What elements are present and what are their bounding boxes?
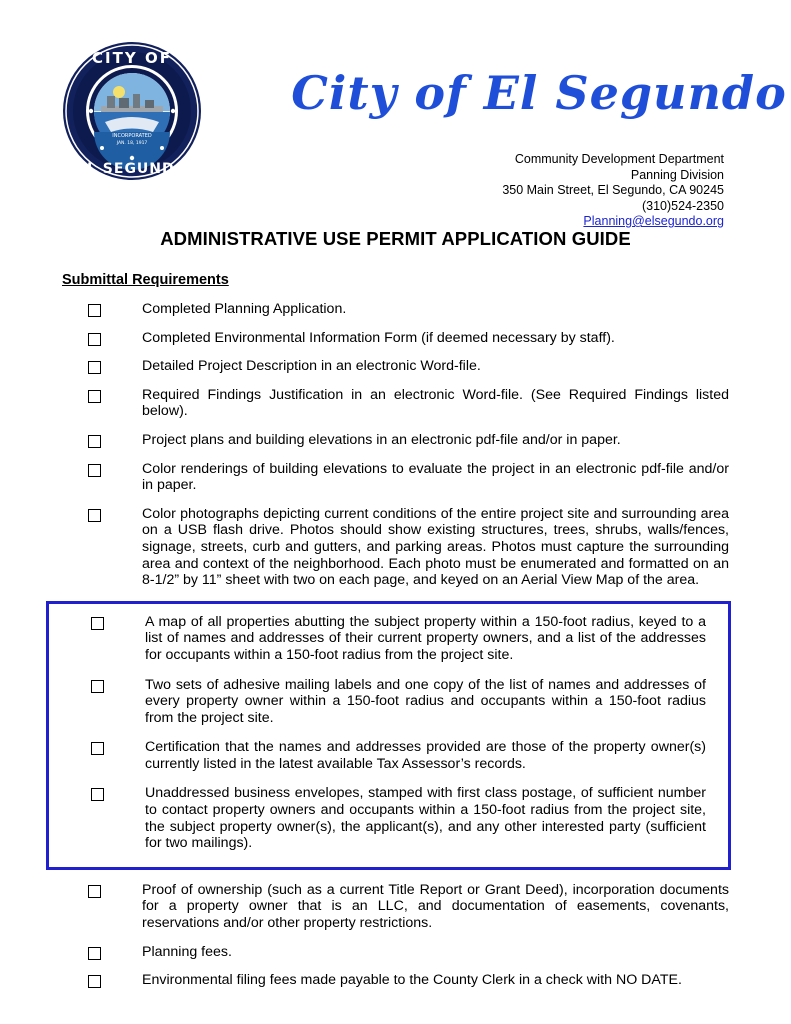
list-item-label: A map of all properties abutting the subject property within a 150-foot radius, keyed to a list of names and addresses of their current property owners, and a list of the addresses for occupants within a 150-foot radius from the project site.	[145, 613, 706, 663]
checkbox-icon[interactable]	[88, 304, 101, 317]
list-item-label: Completed Environmental Information Form (if deemed necessary by staff).	[142, 329, 615, 346]
checkbox-icon[interactable]	[88, 509, 101, 522]
list-item-label: Color renderings of building elevations to evaluate the project in an electronic pdf-file and/or in paper.	[142, 460, 729, 494]
list-item-label: Planning fees.	[142, 943, 232, 960]
list-item[interactable]	[44, 432, 747, 449]
list-item[interactable]	[44, 358, 747, 375]
list-item[interactable]	[49, 677, 728, 727]
city-title: City of El Segundo	[291, 66, 787, 120]
list-item-label: Color photographs depicting current conditions of the entire project site and surrounding area on a USB flash drive. Photos should show existing structures, trees, shrubs, walls/fences, signage, streets, curb and gutters, and parking areas. Photos must capture the surrounding area and context of the neighborhood. Each photo must be enumerated and formatted on an 8-1/2” by 11” sheet with two on each page, and keyed on an Aerial View Map of the area.	[142, 505, 729, 589]
checkbox-icon[interactable]	[88, 333, 101, 346]
checklist-before-box	[44, 301, 747, 589]
checkbox-icon[interactable]	[91, 788, 104, 801]
section-heading: Submittal Requirements	[62, 272, 229, 288]
list-item[interactable]	[44, 461, 747, 494]
list-item[interactable]	[44, 506, 747, 589]
division-name: Panning Division	[630, 167, 724, 182]
checkbox-icon[interactable]	[88, 435, 101, 448]
checkbox-icon[interactable]	[88, 361, 101, 374]
checkbox-icon[interactable]	[91, 742, 104, 755]
checkbox-icon[interactable]	[88, 390, 101, 403]
checkbox-icon[interactable]	[88, 947, 101, 960]
page-title: ADMINISTRATIVE USE PERMIT APPLICATION GUIDE	[160, 228, 631, 249]
seal-bottom-text: EL SEGUNDO	[76, 161, 188, 177]
list-item[interactable]	[49, 785, 728, 851]
list-item[interactable]	[44, 882, 747, 932]
list-item-label: Required Findings Justification in an electronic Word-file. (See Required Findings listed below).	[142, 386, 729, 420]
checkbox-icon[interactable]	[91, 617, 104, 630]
seal-top-text: CITY OF	[92, 49, 172, 67]
list-item[interactable]	[49, 614, 728, 664]
checkbox-icon[interactable]	[88, 885, 101, 898]
list-item-label: Unaddressed business envelopes, stamped with first class postage, of sufficient number to contact property owners and occupants within a 150-foot radius from the project site, the subject property owner(s), the applicant(s), and any other interested party (sufficient for two mailings).	[145, 785, 706, 852]
list-item-label: Environmental filing fees made payable to the County Clerk in a check with NO DATE.	[142, 972, 682, 989]
list-item[interactable]	[44, 330, 747, 347]
checkbox-icon[interactable]	[91, 680, 104, 693]
checkbox-icon[interactable]	[88, 464, 101, 477]
department-address-block	[502, 152, 724, 230]
list-item[interactable]	[44, 944, 747, 961]
phone-number: (310)524-2350	[641, 198, 724, 213]
city-seal-icon	[61, 40, 203, 182]
list-item[interactable]	[49, 739, 728, 772]
list-item-label: Two sets of adhesive mailing labels and one copy of the list of names and addresses of every property owner within a 150-foot radius and occupants within a 150-foot radius from the project site.	[145, 676, 706, 726]
list-item[interactable]	[44, 301, 747, 318]
checkbox-icon[interactable]	[88, 975, 101, 988]
list-item-label: Project plans and building elevations in an electronic pdf-file and/or in paper.	[142, 431, 621, 448]
checklist-after-box	[44, 882, 747, 989]
highlighted-requirements-box	[46, 601, 731, 870]
email-link[interactable]: Planning@elsegundo.org	[583, 214, 724, 228]
list-item[interactable]	[44, 972, 747, 989]
seal-inner-date: JAN. 18, 1917	[116, 141, 148, 146]
document-header	[44, 34, 787, 228]
seal-inner-text: INCORPORATED	[112, 133, 152, 139]
department-name: Community Development Department	[514, 152, 724, 166]
list-item-label: Detailed Project Description in an electronic Word-file.	[142, 358, 481, 375]
street-address: 350 Main Street, El Segundo, CA 90245	[502, 183, 724, 197]
list-item-label: Proof of ownership (such as a current Title Report or Grant Deed), incorporation documents for a property owner that is an LLC, and documentation of easements, covenants, reservations and/or other property restrictions.	[142, 881, 729, 932]
list-item[interactable]	[44, 387, 747, 420]
list-item-label: Completed Planning Application.	[142, 301, 347, 317]
list-item-label: Certification that the names and addresses provided are those of the property owner(s) currently listed in the latest available Tax Assessor’s records.	[145, 739, 706, 772]
